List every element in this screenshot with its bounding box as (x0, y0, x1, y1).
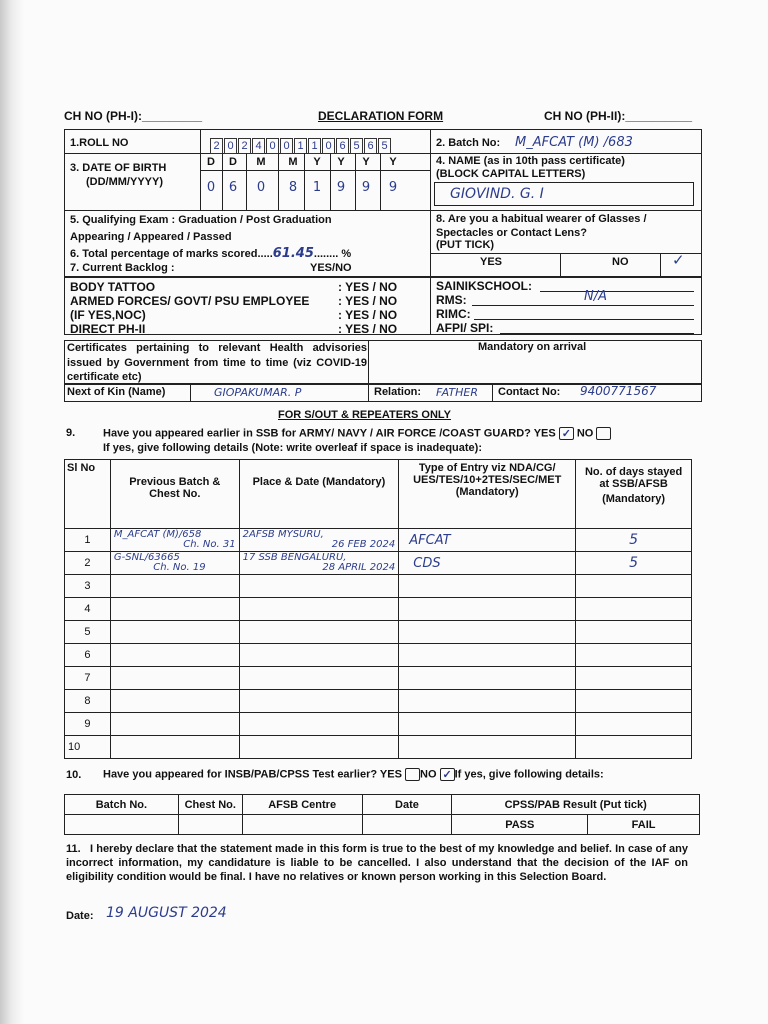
place-text: 17 SSB BENGALURU, (242, 552, 347, 563)
days-cell[interactable] (576, 690, 692, 713)
q9-note: If yes, give following details (Note: write overleaf if space is inadequate): (103, 442, 482, 454)
field-line (472, 305, 694, 306)
place-cell[interactable] (239, 529, 399, 552)
relation-value[interactable]: FATHER (436, 386, 478, 399)
dob-value[interactable]: 9 (388, 180, 398, 195)
chest-text: Ch. No. 19 (153, 562, 206, 573)
percentage-label: 6. Total percentage of marks scored..... (70, 248, 273, 260)
table-row (65, 598, 692, 621)
days-cell[interactable] (576, 621, 692, 644)
place-cell[interactable] (239, 575, 399, 598)
name-label: 4. NAME (as in 10th pass certificate) (436, 155, 625, 167)
days-cell[interactable] (576, 736, 692, 759)
roll-digit: 0 (280, 138, 293, 154)
noc-label: (IF YES,NOC) (70, 308, 146, 322)
declaration-body: I hereby declare that the statement made in this form is true to the best of my knowledge and belief. In case of any incorrect information, my candidature is liable to be cancelled. I also understand that the decision of the IAF on eligibility condition would be final. I have no relatives or known person working in this Selection Board. (66, 843, 688, 883)
dob-header: M (256, 156, 266, 168)
dob-header: Y (337, 156, 345, 168)
divider (492, 384, 493, 402)
table-header-row (65, 795, 700, 815)
dob-value[interactable]: 8 (288, 180, 298, 195)
chest-text: Ch. No. 31 (183, 539, 236, 550)
batch-cell[interactable] (110, 644, 239, 667)
dob-value[interactable]: 9 (336, 180, 346, 195)
roll-digit: 6 (336, 138, 349, 154)
date-cell[interactable] (362, 815, 452, 835)
divider (368, 340, 369, 384)
q9-row (103, 427, 611, 440)
glasses-question: 8. Are you a habitual wearer of Glasses / (436, 213, 647, 225)
declaration-number: 11. (66, 843, 81, 855)
entry-cell[interactable] (399, 575, 576, 598)
table-row (65, 667, 692, 690)
pass-option[interactable]: PASS (452, 815, 588, 835)
roll-digit: 0 (266, 138, 279, 154)
fail-option[interactable]: FAIL (588, 815, 700, 835)
centre-cell[interactable] (242, 815, 362, 835)
date-text: 28 APRIL 2024 (322, 562, 396, 573)
name-sub-label: (BLOCK CAPITAL LETTERS) (436, 168, 586, 180)
ssb-history-table (64, 459, 692, 759)
dob-header: Y (362, 156, 370, 168)
table-row (65, 690, 692, 713)
sl-cell: 3 (65, 575, 111, 598)
body-tattoo-label: BODY TATTOO (70, 280, 156, 294)
batch-label: 2. Batch No: (436, 137, 501, 149)
col-batch-no: Batch No. (65, 795, 179, 815)
sainik-school-label: SAINIKSCHOOL: (436, 279, 532, 293)
batch-text: G-SNL/63665 (113, 552, 180, 563)
divider (660, 253, 661, 277)
sl-cell: 10 (65, 736, 111, 759)
table-row (65, 644, 692, 667)
q9-no-checkbox[interactable] (596, 427, 611, 440)
field-line (474, 319, 694, 320)
contact-value[interactable]: 9400771567 (580, 384, 657, 398)
days-cell[interactable]: 5 (576, 552, 692, 575)
entry-cell[interactable]: AFCAT (399, 529, 576, 552)
page-edge-shadow (0, 0, 24, 1024)
q10-no-label: NO (420, 768, 437, 781)
divider (380, 153, 381, 210)
q9-no-label: NO (576, 427, 594, 440)
noc-yes-no[interactable]: : YES / NO (338, 308, 398, 322)
sl-cell: 8 (65, 690, 111, 713)
divider (200, 170, 430, 171)
dob-value[interactable]: 0 (206, 180, 216, 195)
roll-digit: 2 (210, 138, 223, 154)
col-prev-batch: Previous Batch & Chest No. (110, 460, 239, 529)
dob-label: 3. DATE OF BIRTH (70, 162, 167, 174)
certificates-text: Certificates pertaining to relevant Health advisories issued by Government from time to time (viz COVID-19 certificate etc) (67, 342, 367, 383)
rimc-label: RIMC: (436, 307, 471, 321)
divider (368, 384, 369, 402)
entry-cell[interactable] (399, 598, 576, 621)
entry-cell[interactable] (399, 736, 576, 759)
table-row (65, 575, 692, 598)
place-cell[interactable] (239, 598, 399, 621)
roll-digit: 4 (252, 138, 265, 154)
dob-format: (DD/MM/YYYY) (86, 176, 163, 188)
percentage-value[interactable]: 61.45 (272, 246, 314, 261)
date-text: 26 FEB 2024 (331, 539, 396, 550)
divider (278, 153, 279, 210)
roll-digit: 2 (238, 138, 251, 154)
sl-cell: 4 (65, 598, 111, 621)
col-place-date: Place & Date (Mandatory) (239, 460, 399, 529)
glasses-yes[interactable]: YES (480, 256, 503, 268)
roll-digit: 1 (294, 138, 307, 154)
days-cell[interactable] (576, 644, 692, 667)
batch-cell[interactable] (110, 690, 239, 713)
dob-value[interactable]: 0 (256, 180, 266, 195)
sl-cell: 9 (65, 713, 111, 736)
dob-value[interactable]: 9 (361, 180, 371, 195)
sl-cell: 6 (65, 644, 111, 667)
days-cell[interactable] (576, 598, 692, 621)
dob-value[interactable]: 1 (312, 180, 322, 195)
batch-cell[interactable] (110, 575, 239, 598)
qualifying-status: Appearing / Appeared / Passed (70, 231, 232, 243)
backlog-label: 7. Current Backlog : (70, 262, 175, 274)
roll-digit: 0 (224, 138, 237, 154)
qualifying-exam: 5. Qualifying Exam : Graduation / Post Graduation (70, 214, 332, 226)
date-label: Date: (66, 910, 94, 922)
table-row (65, 621, 692, 644)
armed-forces-label: ARMED FORCES/ GOVT/ PSU EMPLOYEE (70, 294, 310, 308)
entry-cell[interactable]: CDS (399, 552, 576, 575)
divider (430, 129, 431, 277)
batch-value[interactable]: M_AFCAT (M) /683 (515, 135, 633, 150)
field-line (500, 333, 694, 334)
glasses-no[interactable]: NO (612, 256, 629, 268)
q10-yes-checkbox[interactable] (405, 768, 420, 781)
divider (190, 384, 191, 402)
batch-cell[interactable] (110, 598, 239, 621)
ch-no-ph1: CH NO (PH-I):_________ (64, 109, 203, 123)
place-cell[interactable] (239, 713, 399, 736)
q10-text: Have you appeared for INSB/PAB/CPSS Test earlier? YES (103, 768, 402, 781)
col-entry-type: Type of Entry viz NDA/CG/ UES/TES/10+2TES/SEC/MET (Mandatory) (399, 460, 576, 529)
roll-digit: 5 (350, 138, 363, 154)
days-cell[interactable] (576, 713, 692, 736)
q10-row (103, 768, 604, 781)
entry-cell[interactable] (399, 690, 576, 713)
place-text: 2AFSB MYSURU, (242, 529, 324, 540)
percentage-row (70, 246, 351, 261)
divider (560, 253, 561, 277)
direct-ph2-label: DIRECT PH-II (70, 322, 146, 336)
sl-cell: 7 (65, 667, 111, 690)
days-cell[interactable]: 5 (576, 529, 692, 552)
roll-digit: 0 (322, 138, 335, 154)
table-row (65, 736, 692, 759)
dob-header: M (288, 156, 298, 168)
days-mandatory-note: (Mandatory) (602, 493, 666, 505)
roll-digit: 6 (364, 138, 377, 154)
sl-cell: 5 (65, 621, 111, 644)
percentage-suffix: ........ % (313, 248, 352, 260)
col-result: CPSS/PAB Result (Put tick) (452, 795, 700, 815)
glasses-tick-mark: ✓ (672, 251, 685, 269)
batch-cell[interactable] (110, 667, 239, 690)
divider (430, 253, 702, 254)
place-cell[interactable] (239, 552, 399, 575)
divider (64, 210, 702, 211)
entry-cell[interactable] (399, 713, 576, 736)
entry-cell[interactable] (399, 644, 576, 667)
dob-value[interactable]: 6 (228, 180, 238, 195)
batch-cell[interactable] (110, 621, 239, 644)
roll-digit: 1 (308, 138, 321, 154)
form-title: DECLARATION FORM (318, 109, 444, 123)
glasses-put-tick: (PUT TICK) (436, 239, 495, 251)
col-date: Date (362, 795, 452, 815)
dob-header: Y (389, 156, 397, 168)
table-row (65, 552, 692, 575)
place-cell[interactable] (239, 690, 399, 713)
divider (304, 153, 305, 210)
roll-no-label: 1.ROLL NO (70, 137, 129, 149)
declaration-text (66, 842, 688, 884)
ch-no-ph2: CH NO (PH-II):__________ (544, 109, 693, 123)
batch-cell[interactable] (110, 736, 239, 759)
kin-name-value[interactable]: GIOPAKUMAR. P (214, 386, 302, 399)
batch-text: M_AFCAT (M)/658 (113, 529, 202, 540)
table-header-row (65, 460, 692, 529)
entry-cell[interactable] (399, 667, 576, 690)
q10-no-checkbox[interactable]: ✓ (440, 768, 455, 781)
glasses-question-2: Spectacles or Contact Lens? (436, 227, 587, 239)
chest-cell[interactable] (178, 815, 242, 835)
days-cell[interactable] (576, 575, 692, 598)
kin-label: Next of Kin (Name) (67, 386, 166, 398)
name-value[interactable]: GIOVIND. G. I (450, 186, 544, 202)
dob-header: D (207, 156, 215, 168)
table-row (65, 815, 700, 835)
batch-cell[interactable] (110, 529, 239, 552)
backlog-value[interactable]: YES/NO (310, 262, 352, 274)
q9-yes-checkbox[interactable]: ✓ (559, 427, 574, 440)
dob-header: D (229, 156, 237, 168)
batch-cell[interactable] (65, 815, 179, 835)
table-row (65, 529, 692, 552)
place-cell[interactable] (239, 621, 399, 644)
batch-cell[interactable] (110, 552, 239, 575)
q10-number: 10. (66, 769, 82, 781)
col-chest-no: Chest No. (178, 795, 242, 815)
field-line (540, 291, 694, 292)
dob-header: Y (313, 156, 321, 168)
q10-rest-text: If yes, give following details: (454, 768, 604, 781)
sl-cell: 2 (65, 552, 111, 575)
place-cell[interactable] (239, 644, 399, 667)
col-sl-no: Sl No (65, 460, 111, 529)
place-cell[interactable] (239, 667, 399, 690)
repeaters-title: FOR S/OUT & REPEATERS ONLY (278, 409, 451, 421)
armed-yes-no[interactable]: : YES / NO (338, 294, 398, 308)
direct-yes-no[interactable]: : YES / NO (338, 322, 398, 336)
days-stayed-label: No. of days stayed at SSB/AFSB (584, 466, 683, 490)
divider (246, 153, 247, 210)
rms-label: RMS: (436, 293, 467, 307)
relation-label: Relation: (374, 386, 422, 398)
q9-number: 9. (66, 427, 76, 439)
col-days-stayed (576, 460, 692, 529)
entry-cell[interactable] (399, 621, 576, 644)
col-afsb-centre: AFSB Centre (242, 795, 362, 815)
tattoo-yes-no[interactable]: : YES / NO (338, 280, 398, 294)
schools-na[interactable]: N/A (584, 289, 607, 304)
mandatory-on-arrival: Mandatory on arrival (478, 341, 587, 353)
q9-text: Have you appeared earlier in SSB for ARMY/ NAVY / AIR FORCE /COAST GUARD? YES (103, 427, 556, 440)
place-cell[interactable] (239, 736, 399, 759)
date-value[interactable]: 19 AUGUST 2024 (106, 905, 227, 921)
afpi-label: AFPI/ SPI: (436, 321, 494, 335)
table-row (65, 713, 692, 736)
roll-digit: 5 (378, 138, 391, 154)
contact-label: Contact No: (498, 386, 561, 398)
days-cell[interactable] (576, 667, 692, 690)
cpss-pab-table (64, 794, 700, 835)
batch-cell[interactable] (110, 713, 239, 736)
divider (430, 277, 431, 335)
sl-cell: 1 (65, 529, 111, 552)
roll-no-digits (210, 136, 392, 154)
